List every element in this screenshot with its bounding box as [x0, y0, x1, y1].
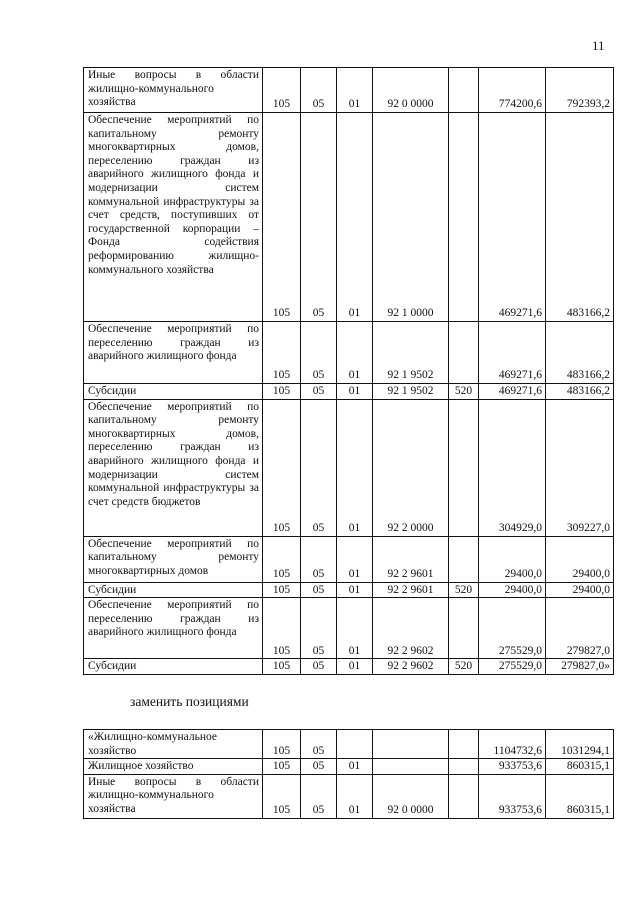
cell-ministry: 105: [263, 536, 301, 582]
cell-subsection: 01: [337, 536, 373, 582]
cell-amount-2: 279827,0»: [546, 659, 614, 675]
cell-amount-1: 275529,0: [479, 598, 546, 659]
row-name: Обеспечение мероприятий по переселению граждан из аварийного жилищного фонда: [84, 598, 263, 659]
cell-section: 05: [301, 730, 337, 759]
table-row: [84, 68, 614, 113]
row-name: Иные вопросы в области жилищно-коммунального хозяйства: [84, 774, 263, 818]
cell-section: 05: [301, 536, 337, 582]
cell-ministry: 105: [263, 598, 301, 659]
cell-target: 92 2 9601: [373, 536, 449, 582]
replace-phrase: заменить позициями: [130, 694, 249, 709]
row-name: «Жилищно-коммунальное хозяйство: [84, 730, 263, 759]
budget-table-bottom: [83, 729, 614, 819]
page-number: 11: [592, 38, 605, 53]
cell-amount-1: 933753,6: [479, 759, 546, 775]
cell-target: 92 2 9602: [373, 598, 449, 659]
cell-ministry: 105: [263, 774, 301, 818]
cell-expense-type: [449, 322, 479, 384]
row-name: Обеспечение мероприятий по переселению граждан из аварийного жилищного фонда: [84, 322, 263, 384]
cell-target: 92 2 9602: [373, 659, 449, 675]
cell-target: [373, 759, 449, 775]
cell-expense-type: [449, 774, 479, 818]
cell-amount-1: 275529,0: [479, 659, 546, 675]
cell-ministry: 105: [263, 384, 301, 400]
cell-subsection: 01: [337, 659, 373, 675]
cell-section: 05: [301, 113, 337, 322]
cell-amount-2: 309227,0: [546, 399, 614, 536]
cell-ministry: 105: [263, 582, 301, 598]
table-row: [84, 659, 614, 675]
cell-amount-1: 304929,0: [479, 399, 546, 536]
cell-section: 05: [301, 384, 337, 400]
cell-section: 05: [301, 774, 337, 818]
cell-subsection: 01: [337, 582, 373, 598]
cell-expense-type: [449, 759, 479, 775]
row-name: Обеспечение мероприятий по капитальному ремонту многоквартирных домов, переселению граждан из аварийного жилищного фонда и модернизации систем коммунальной инфраструктуры за счет средств, поступивших от государственной корпорации – Фонда содействия реформированию жилищно-коммунального хозяйства: [84, 113, 263, 322]
cell-subsection: 01: [337, 113, 373, 322]
cell-section: 05: [301, 759, 337, 775]
cell-expense-type: [449, 399, 479, 536]
budget-table-top: [83, 67, 614, 675]
table-row: [84, 536, 614, 582]
cell-subsection: 01: [337, 759, 373, 775]
table-row: [84, 322, 614, 384]
cell-expense-type: 520: [449, 582, 479, 598]
cell-section: 05: [301, 598, 337, 659]
table-row: [84, 384, 614, 400]
cell-amount-2: 29400,0: [546, 536, 614, 582]
cell-target: 92 0 0000: [373, 774, 449, 818]
table-row: [84, 113, 614, 322]
cell-ministry: 105: [263, 113, 301, 322]
cell-amount-1: 774200,6: [479, 68, 546, 113]
cell-section: 05: [301, 68, 337, 113]
cell-subsection: 01: [337, 68, 373, 113]
cell-ministry: 105: [263, 68, 301, 113]
cell-amount-1: 469271,6: [479, 322, 546, 384]
cell-section: 05: [301, 582, 337, 598]
cell-expense-type: 520: [449, 659, 479, 675]
cell-amount-2: 483166,2: [546, 113, 614, 322]
cell-target: [373, 730, 449, 759]
row-name: Обеспечение мероприятий по капитальному ремонту многоквартирных домов, переселению граждан из аварийного жилищного фонда и модернизации систем коммунальной инфраструктуры за счет средств бюджетов: [84, 399, 263, 536]
cell-expense-type: [449, 536, 479, 582]
cell-ministry: 105: [263, 759, 301, 775]
cell-amount-2: 860315,1: [546, 774, 614, 818]
cell-subsection: 01: [337, 598, 373, 659]
cell-amount-2: 279827,0: [546, 598, 614, 659]
cell-amount-1: 469271,6: [479, 384, 546, 400]
cell-amount-2: 29400,0: [546, 582, 614, 598]
table-body: [84, 730, 614, 819]
cell-ministry: 105: [263, 399, 301, 536]
cell-amount-2: 860315,1: [546, 759, 614, 775]
cell-section: 05: [301, 659, 337, 675]
cell-ministry: 105: [263, 659, 301, 675]
cell-expense-type: [449, 730, 479, 759]
table-row: [84, 598, 614, 659]
cell-expense-type: 520: [449, 384, 479, 400]
cell-amount-1: 469271,6: [479, 113, 546, 322]
table-row: [84, 399, 614, 536]
cell-amount-1: 29400,0: [479, 582, 546, 598]
cell-amount-2: 792393,2: [546, 68, 614, 113]
row-name: Субсидии: [84, 582, 263, 598]
cell-expense-type: [449, 113, 479, 322]
row-name: Субсидии: [84, 659, 263, 675]
table-body: [84, 68, 614, 675]
cell-ministry: 105: [263, 322, 301, 384]
cell-amount-1: 29400,0: [479, 536, 546, 582]
cell-expense-type: [449, 68, 479, 113]
cell-section: 05: [301, 399, 337, 536]
cell-amount-2: 483166,2: [546, 322, 614, 384]
row-name: Иные вопросы в области жилищно-коммунального хозяйства: [84, 68, 263, 113]
cell-amount-2: 483166,2: [546, 384, 614, 400]
cell-target: 92 1 0000: [373, 113, 449, 322]
cell-subsection: 01: [337, 322, 373, 384]
cell-target: 92 2 0000: [373, 399, 449, 536]
cell-target: 92 1 9502: [373, 384, 449, 400]
cell-subsection: 01: [337, 384, 373, 400]
cell-ministry: 105: [263, 730, 301, 759]
row-name: Субсидии: [84, 384, 263, 400]
row-name: Обеспечение мероприятий по капитальному ремонту многоквартирных домов: [84, 536, 263, 582]
table-row: [84, 730, 614, 759]
cell-section: 05: [301, 322, 337, 384]
cell-target: 92 0 0000: [373, 68, 449, 113]
cell-subsection: 01: [337, 774, 373, 818]
cell-amount-1: 1104732,6: [479, 730, 546, 759]
cell-subsection: [337, 730, 373, 759]
cell-target: 92 1 9502: [373, 322, 449, 384]
cell-amount-2: 1031294,1: [546, 730, 614, 759]
cell-amount-1: 933753,6: [479, 774, 546, 818]
table-row: [84, 774, 614, 818]
row-name: Жилищное хозяйство: [84, 759, 263, 775]
cell-expense-type: [449, 598, 479, 659]
cell-subsection: 01: [337, 399, 373, 536]
table-row: [84, 582, 614, 598]
table-row: [84, 759, 614, 775]
cell-target: 92 2 9601: [373, 582, 449, 598]
